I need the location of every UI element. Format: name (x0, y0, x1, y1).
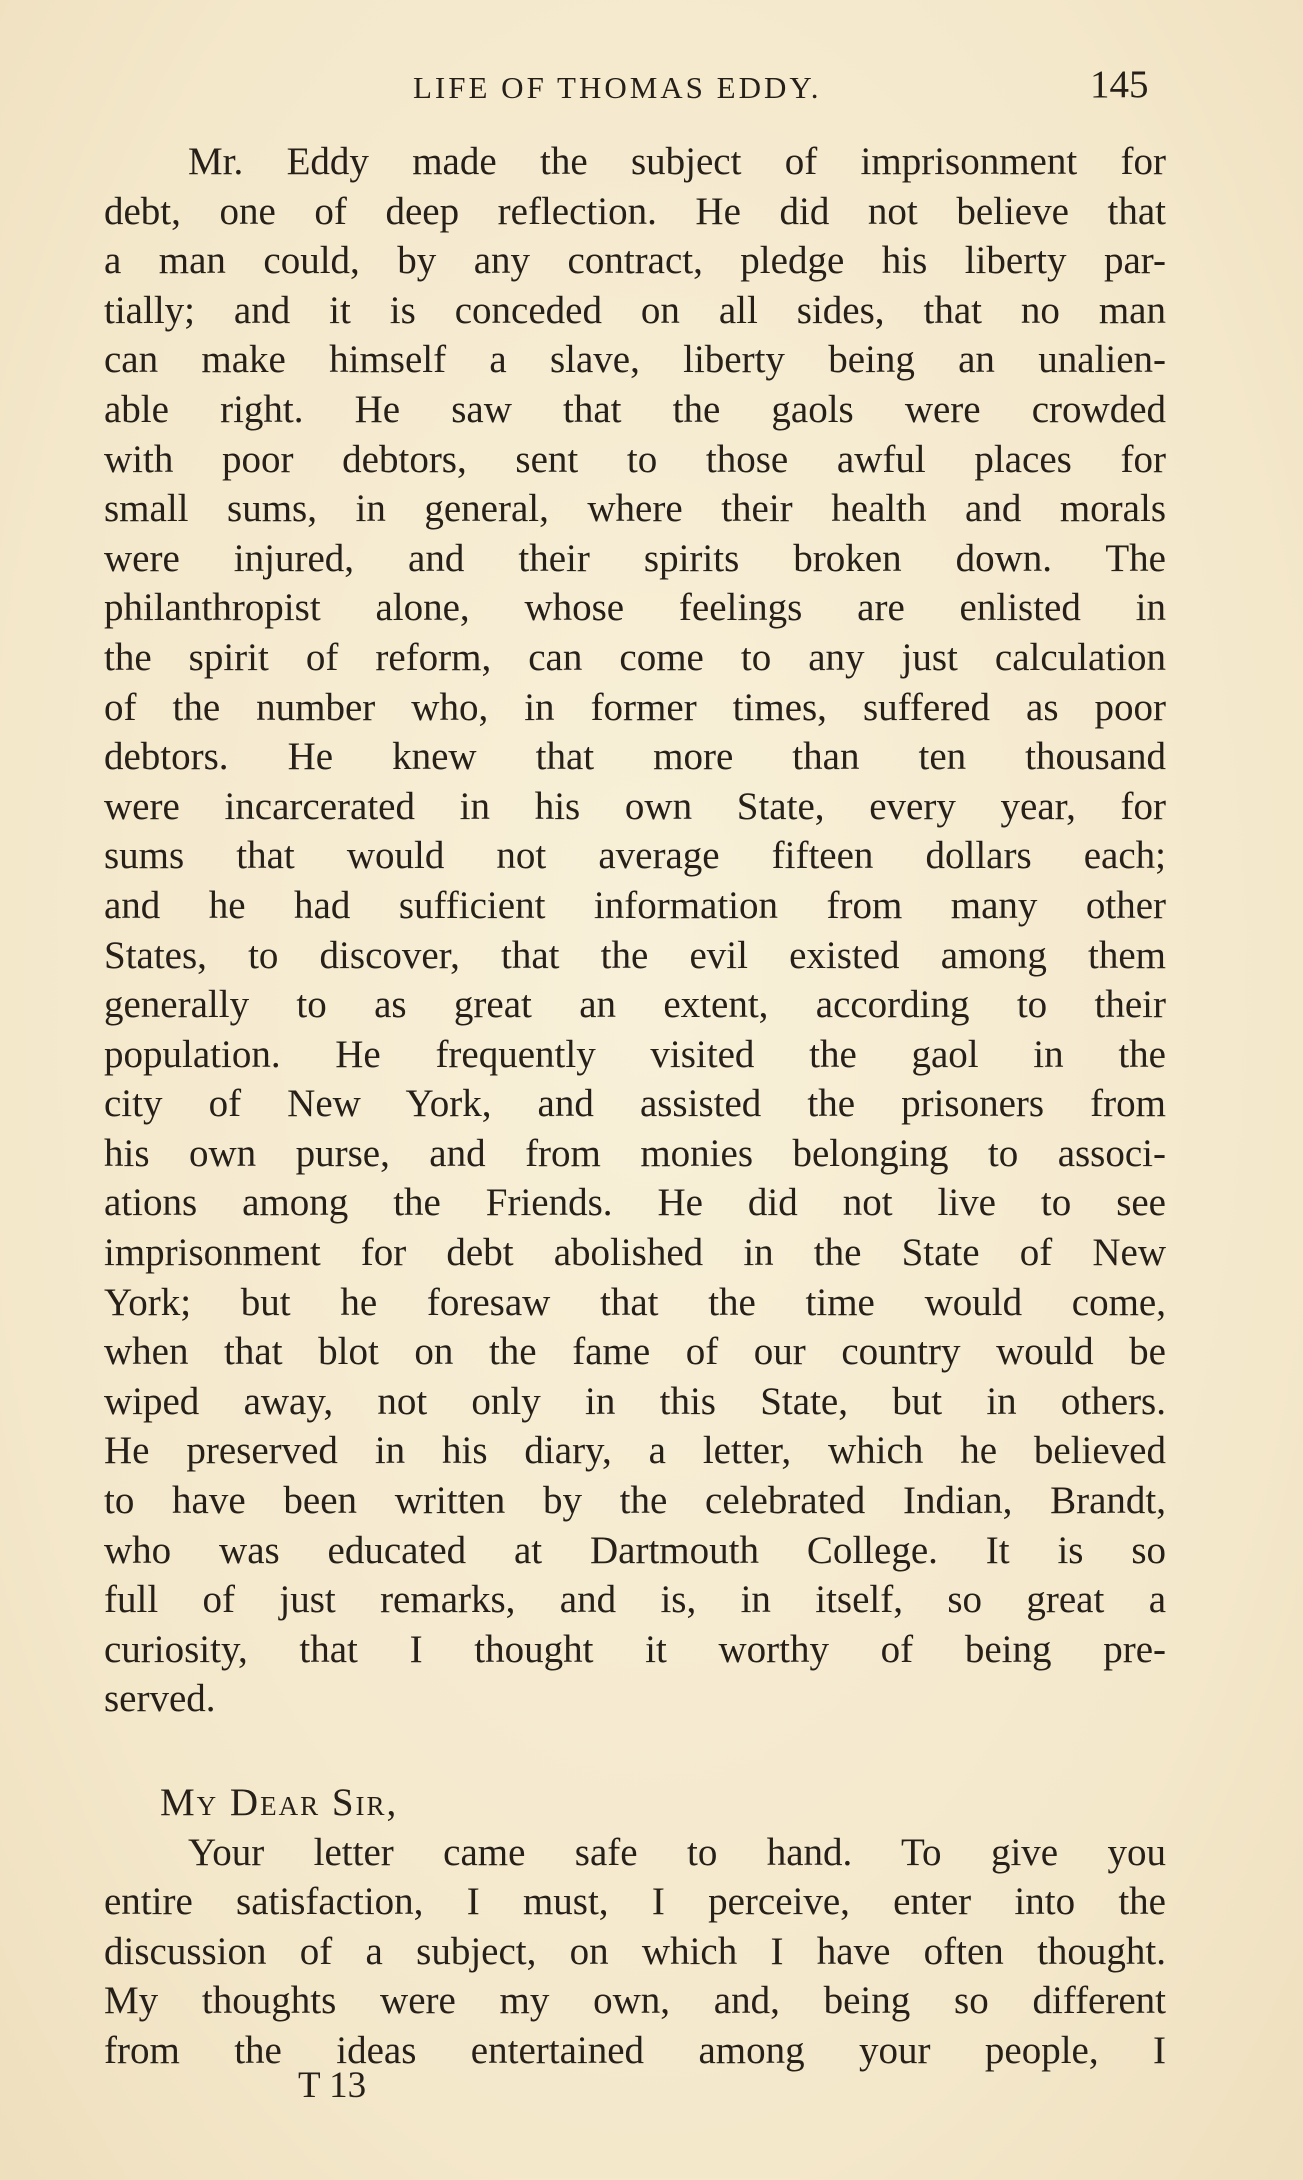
letter-excerpt (104, 1778, 1166, 2076)
text-line: My thoughts were my own, and, being so different (104, 1979, 1166, 2023)
page-number: 145 (1090, 63, 1149, 106)
text-line: curiosity, that I thought it worthy of being pre- (104, 1627, 1166, 1671)
text-line: imprisonment for debt abolished in the State of New (104, 1231, 1166, 1275)
text-line: from the ideas entertained among your people, I (104, 2028, 1166, 2072)
text-line: with poor debtors, sent to those awful places for (104, 437, 1166, 481)
body-paragraph (104, 137, 1166, 1724)
signature-mark: T 13 (298, 2065, 367, 2106)
text-line: were incarcerated in his own State, every year, for (104, 784, 1166, 828)
text-line: wiped away, not only in this State, but in others. (104, 1379, 1166, 1423)
text-line: sums that would not average fifteen dollars each; (104, 834, 1166, 878)
text-line: small sums, in general, where their health and morals (104, 487, 1166, 531)
text-line: were injured, and their spirits broken down. The (104, 536, 1166, 580)
text-line: ations among the Friends. He did not live to see (104, 1181, 1166, 1225)
text-line: of the number who, in former times, suffered as poor (104, 685, 1166, 729)
text-line: to have been written by the celebrated Indian, Brandt, (104, 1479, 1166, 1523)
text-line: debt, one of deep reflection. He did not believe that (104, 189, 1166, 233)
text-line: York; but he foresaw that the time would come, (104, 1280, 1166, 1324)
text-line: philanthropist alone, whose feelings are enlisted in (104, 586, 1166, 630)
text-line: Mr. Eddy made the subject of imprisonment for (188, 140, 1166, 183)
text-line: his own purse, and from monies belonging to associ- (104, 1131, 1166, 1175)
text-line: who was educated at Dartmouth College. It is so (104, 1528, 1166, 1572)
letter-salutation: My Dear Sir, (160, 1781, 399, 1824)
text-line: when that blot on the fame of our country would be (104, 1330, 1166, 1374)
text-line: discussion of a subject, on which I have often thought. (104, 1929, 1166, 1973)
running-title: LIFE OF THOMAS EDDY. (413, 70, 822, 105)
text-line: city of New York, and assisted the prisoners from (104, 1082, 1166, 1126)
text-line: States, to discover, that the evil existed among them (104, 933, 1166, 977)
text-line: the spirit of reform, can come to any just calculation (104, 635, 1166, 679)
text-line: debtors. He knew that more than ten thousand (104, 735, 1166, 779)
text-line: population. He frequently visited the gaol in the (104, 1032, 1166, 1076)
running-head (0, 62, 1303, 112)
text-line: full of just remarks, and is, in itself, so great a (104, 1578, 1166, 1622)
text-line: Your letter came safe to hand. To give you (188, 1830, 1166, 1874)
text-line: entire satisfaction, I must, I perceive, enter into the (104, 1880, 1166, 1924)
text-line: a man could, by any contract, pledge his liberty par- (104, 239, 1166, 283)
text-line: and he had sufficient information from many other (104, 883, 1166, 927)
text-line: generally to as great an extent, according to their (104, 983, 1166, 1027)
text-line: served. (104, 1677, 216, 1721)
text-line: able right. He saw that the gaols were crowded (104, 387, 1166, 431)
text-line: can make himself a slave, liberty being an unalien- (104, 338, 1166, 382)
text-line: tially; and it is conceded on all sides, that no man (104, 288, 1166, 332)
text-line: He preserved in his diary, a letter, which he believed (104, 1429, 1166, 1473)
